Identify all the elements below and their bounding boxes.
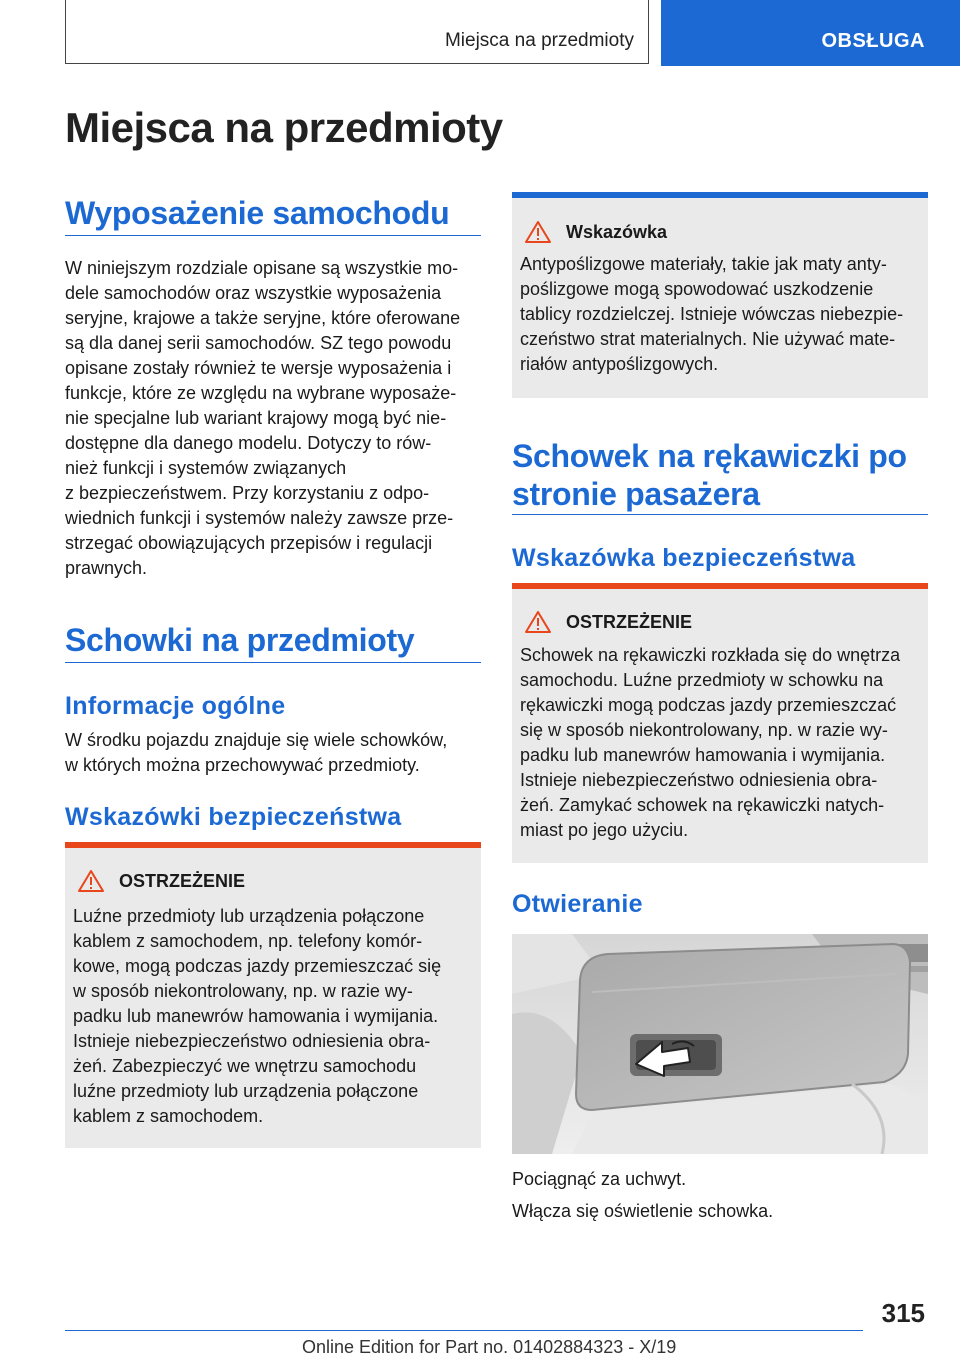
text-line: Istnieje niebezpieczeństwo odniesienia obra‐: [73, 1031, 431, 1051]
note-text: [520, 252, 918, 377]
footer-rule: [65, 1330, 863, 1331]
glovebox-illustration: [512, 934, 928, 1154]
page-title: Miejsca na przedmioty: [65, 104, 503, 151]
text-line: riałów antypoślizgowych.: [520, 354, 719, 374]
step-light-on: Włącza się oświetlenie schowka.: [512, 1201, 774, 1221]
text-line: Luźne przedmioty lub urządzenia połączone: [73, 906, 425, 926]
running-header-title: Miejsca na przedmioty: [444, 30, 634, 51]
page-number: 315: [881, 1298, 925, 1328]
heading-rule: [65, 235, 481, 236]
text-line: tablicy rozdzielczej. Istnieje wówczas niebezpie‐: [520, 304, 904, 324]
text-line: są dla danej serii samochodów. SZ tego powodu: [65, 333, 452, 353]
heading-safety-note: Wskazówka bezpieczeństwa: [512, 544, 856, 572]
text-line: W środku pojazdu znajduje się wiele schowków,: [65, 730, 448, 750]
heading-rule: [512, 514, 928, 515]
note-title: Wskazówka: [566, 221, 668, 242]
text-line: się w sposób niekontrolowany, np. w razie wy‐: [520, 720, 888, 740]
heading-glovebox: [512, 437, 907, 513]
warning-box: [65, 842, 481, 1148]
text-line: Antypoślizgowe materiały, takie jak maty anty‐: [520, 254, 887, 274]
text-line: Schowek na rękawiczki rozkłada się do wnętrza: [520, 645, 901, 665]
warning-title: OSTRZEŻENIE: [119, 870, 246, 891]
warning-triangle-icon: [77, 869, 105, 893]
text-line: prawnych.: [65, 558, 148, 578]
heading-general-info: Informacje ogólne: [65, 692, 286, 720]
warning-text: [520, 643, 918, 843]
text-line: z bezpieczeństwem. Przy korzystaniu z odpo‐: [65, 483, 430, 503]
warning-title: OSTRZEŻENIE: [566, 611, 693, 632]
text-line: opisane zostały również te wersje wyposażenia i: [65, 358, 452, 378]
note-bar: [512, 192, 928, 198]
text-line: w których można przechowywać przedmioty.: [65, 755, 420, 775]
text-line: żeń. Zamykać schowek na rękawiczki natych‐: [520, 795, 885, 815]
text-line: W niniejszym rozdziale opisane są wszystkie mo‐: [65, 258, 459, 278]
text-line: żeń. Zabezpieczyć we wnętrzu samochodu: [73, 1056, 417, 1076]
heading-opening: Otwieranie: [512, 890, 643, 918]
equipment-paragraph: [65, 256, 460, 581]
text-line: Istnieje niebezpieczeństwo odniesienia obra‐: [520, 770, 878, 790]
warning-header: [524, 610, 692, 634]
text-line: dele samochodów oraz wszystkie wyposażenia: [65, 283, 442, 303]
note-box: [512, 192, 928, 398]
section-tab: OBSŁUGA: [661, 0, 960, 66]
text-line: wiednich funkcji i systemów należy zawsze prze‐: [65, 508, 454, 528]
warning-header: [77, 869, 245, 893]
text-line: dostępne dla danego modelu. Dotyczy to rów‐: [65, 433, 432, 453]
text-line: kowe, mogą podczas jazdy przemieszczać się: [73, 956, 442, 976]
heading-equipment: Wyposażenie samochodu: [65, 195, 450, 231]
warning-box: [512, 583, 928, 863]
glovebox-photo: [512, 934, 928, 1154]
heading-line: Schowek na rękawiczki po: [512, 438, 907, 474]
text-line: w sposób niekontrolowany, np. w razie wy‐: [73, 981, 413, 1001]
text-line: padku lub manewrów hamowania i wymijania.: [520, 745, 886, 765]
general-paragraph: [65, 728, 447, 778]
text-line: samochodu. Luźne przedmioty w schowku na: [520, 670, 884, 690]
text-line: strzegać obowiązujących przepisów i regulacji: [65, 533, 433, 553]
warning-triangle-icon: [524, 610, 552, 634]
warning-triangle-icon: [524, 220, 552, 244]
text-line: kablem z samochodem.: [73, 1106, 264, 1126]
text-line: nie specjalne lub wariant krajowy mogą być nie‐: [65, 408, 447, 428]
warning-bar: [65, 842, 481, 848]
text-line: rękawiczki mogą podczas jazdy przemieszczać: [520, 695, 897, 715]
text-line: poślizgowe mogą spowodować uszkodzenie: [520, 279, 874, 299]
warning-text: [73, 904, 471, 1129]
heading-line: stronie pasażera: [512, 476, 760, 512]
running-header: [65, 0, 649, 64]
warning-bar: [512, 583, 928, 589]
text-line: padku lub manewrów hamowania i wymijania.: [73, 1006, 439, 1026]
heading-rule: [65, 662, 481, 663]
heading-storage: Schowki na przedmioty: [65, 622, 415, 658]
footer-edition: Online Edition for Part no. 01402884323 - X/19: [302, 1337, 677, 1357]
step-pull-handle: Pociągnąć za uchwyt.: [512, 1169, 687, 1189]
note-header: [524, 220, 667, 244]
text-line: luźne przedmioty lub urządzenia połączone: [73, 1081, 419, 1101]
text-line: miast po jego użyciu.: [520, 820, 689, 840]
text-line: kablem z samochodem, np. telefony komór‐: [73, 931, 423, 951]
heading-safety-notes: Wskazówki bezpieczeństwa: [65, 803, 402, 831]
text-line: seryjne, krajowe a także seryjne, które oferowane: [65, 308, 461, 328]
text-line: funkcje, które ze względu na wybrane wyposaże‐: [65, 383, 457, 403]
text-line: nież funkcji i systemów związanych: [65, 458, 347, 478]
text-line: czeństwo strat materialnych. Nie używać mate‐: [520, 329, 896, 349]
